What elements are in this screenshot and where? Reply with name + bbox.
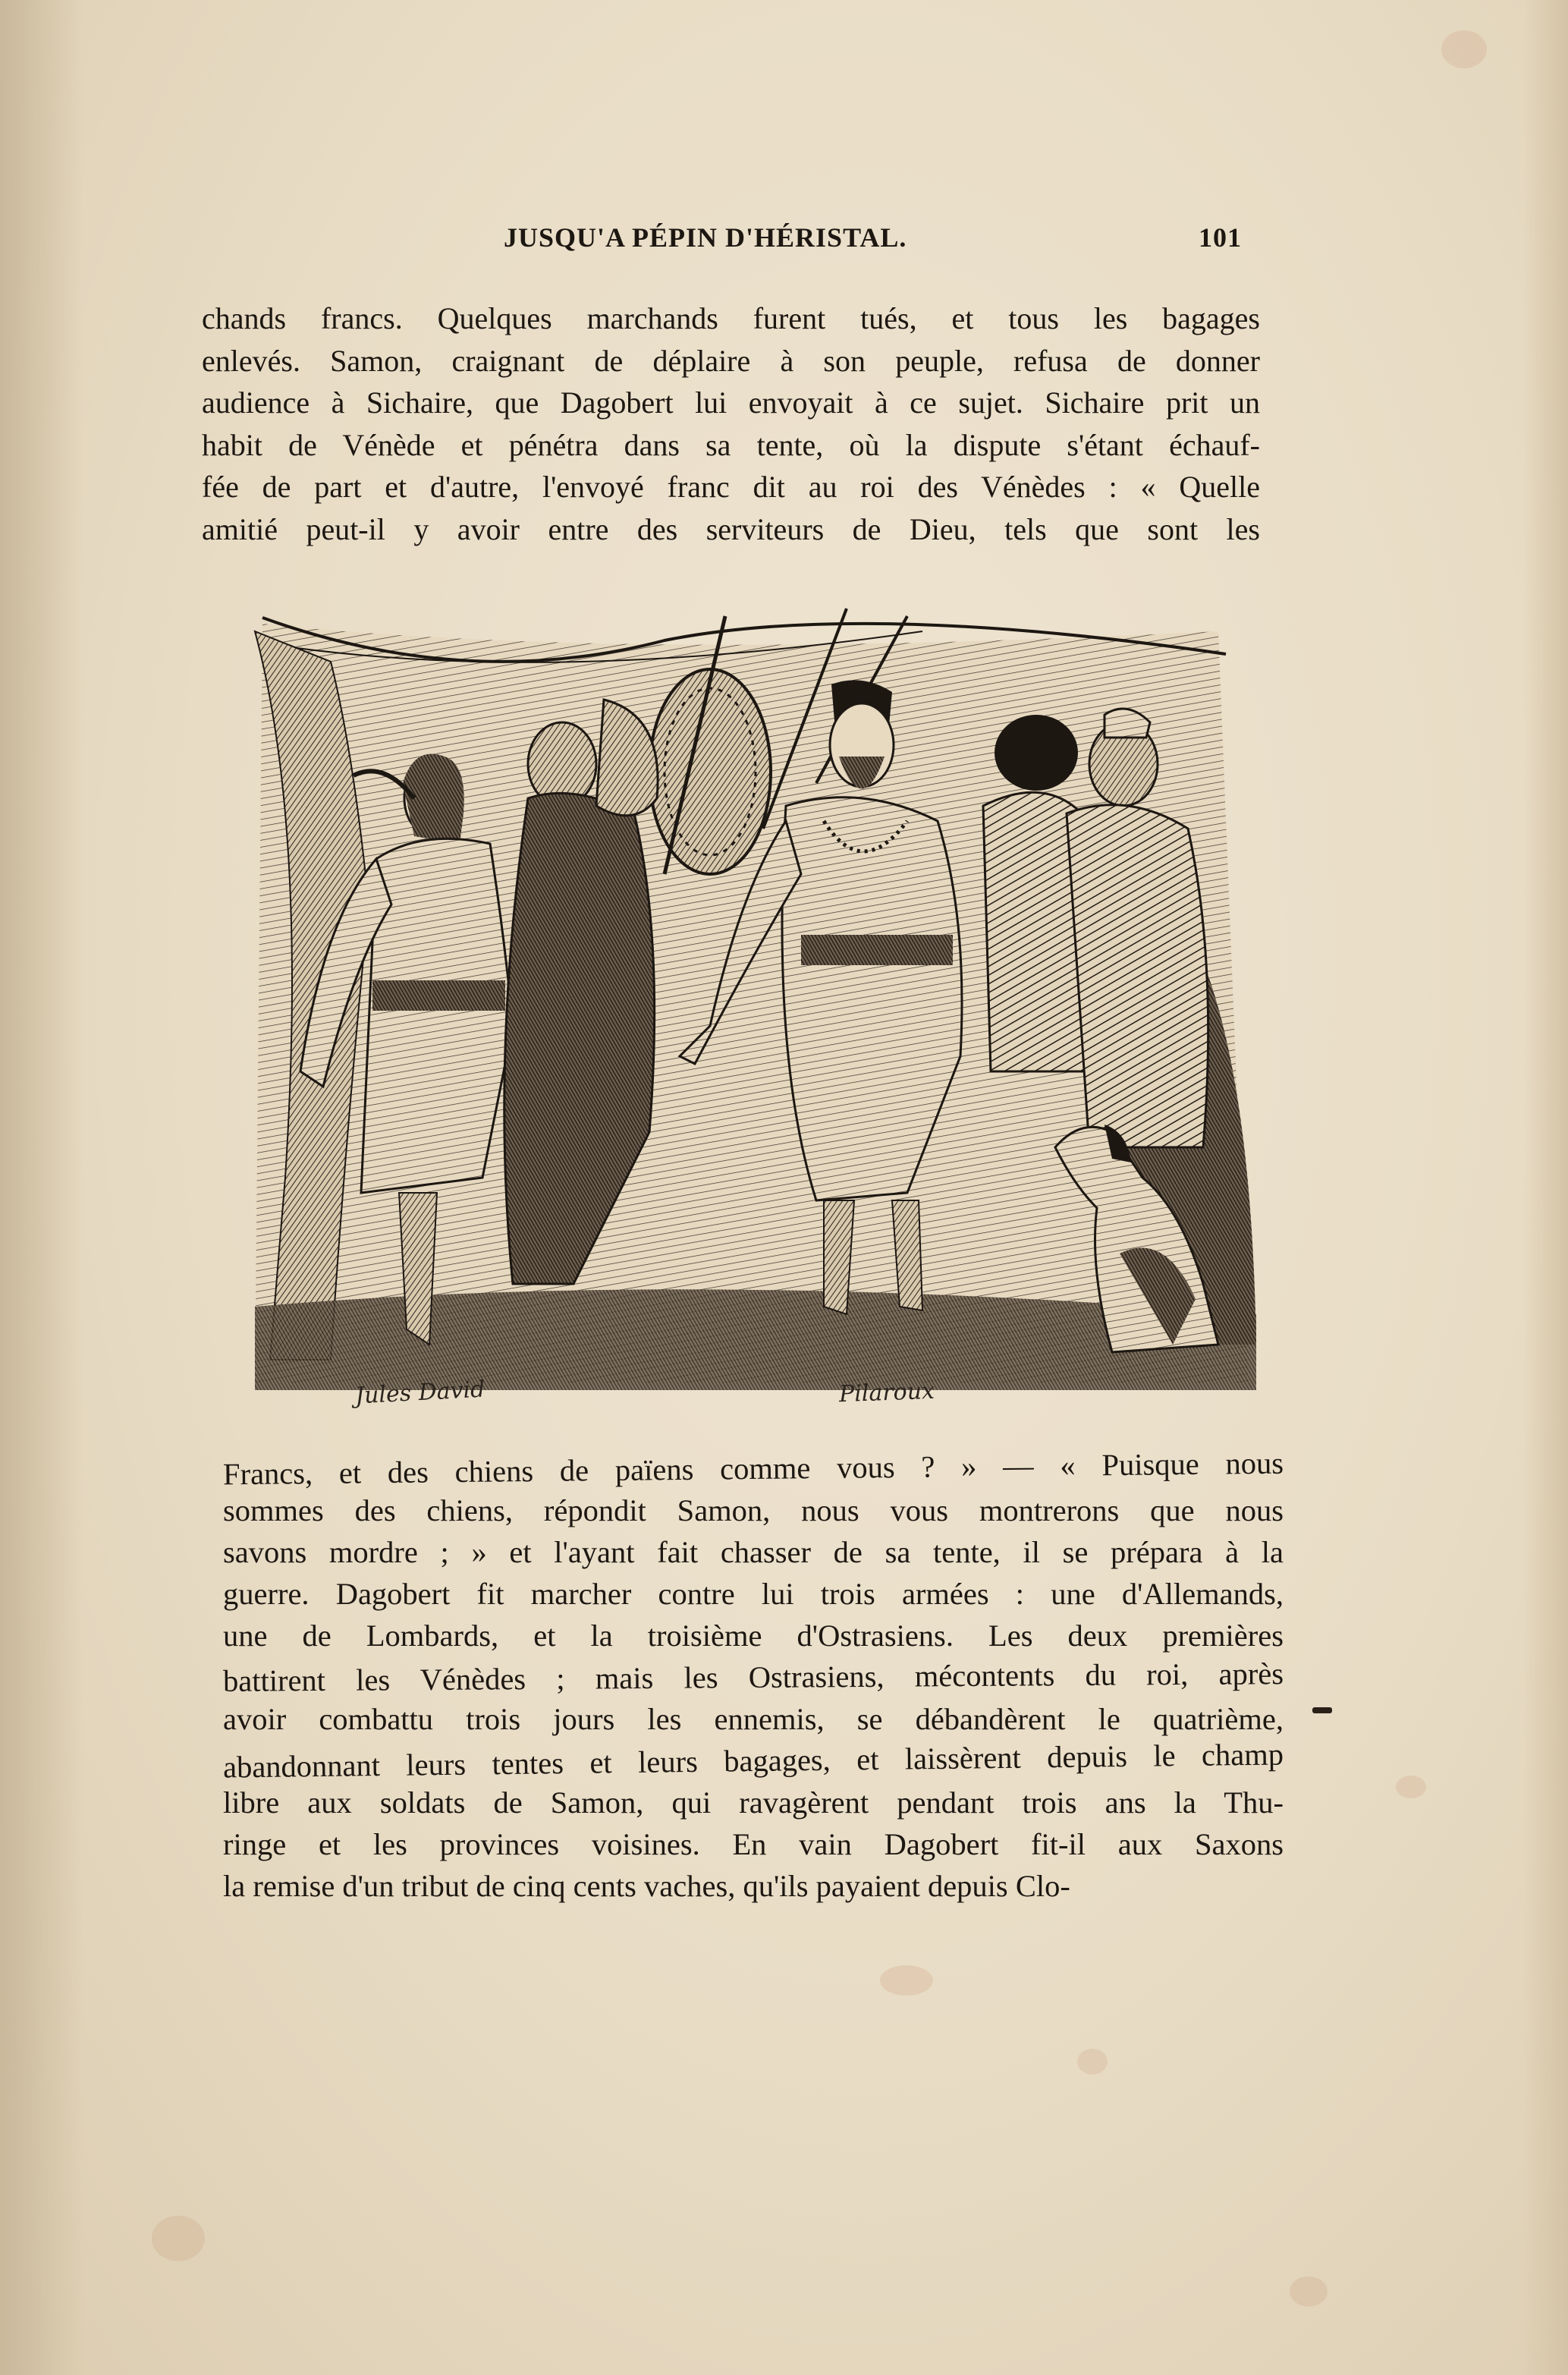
text-line: Francs, et des chiens de païens comme vous ? » — « Puisque nous (222, 1445, 1284, 1492)
running-title: JUSQU'A PÉPIN D'HÉRISTAL. (504, 222, 907, 253)
tent-scene (255, 609, 1256, 1390)
paragraph-bottom (222, 1445, 1284, 1907)
text-line: ringe et les provinces voisines. En vain Dagobert fit-il aux Saxons (223, 1827, 1284, 1861)
paper-stain (1396, 1776, 1426, 1798)
text-line: fée de part et d'autre, l'envoyé franc dit au roi des Vénèdes : « Quelle (202, 470, 1260, 504)
text-line: chands francs. Quelques marchands furent tués, et tous les bagages (202, 301, 1260, 335)
text-line: enlevés. Samon, craignant de déplaire à son peuple, refusa de donner (202, 343, 1260, 378)
paragraph-top (202, 297, 1260, 550)
text-line: la remise d'un tribut de cinq cents vaches, qu'ils payaient depuis Clo- (223, 1869, 1070, 1903)
engraving-illustration (240, 601, 1268, 1409)
text-line: abandonnant leurs tentes et leurs bagages, et laissèrent depuis le champ (222, 1737, 1284, 1785)
margin-mark (1312, 1707, 1332, 1713)
artist-signature: Jules David (354, 1376, 486, 1410)
text-line: avoir combattu trois jours les ennemis, se débandèrent le quatrième, (223, 1702, 1284, 1736)
paper-stain (880, 1965, 933, 1996)
text-line: savons mordre ; » et l'ayant fait chasser de sa tente, il se prépara à la (223, 1535, 1284, 1569)
paper-stain (1077, 2049, 1108, 2075)
text-line: habit de Vénède et pénétra dans sa tente, où la dispute s'étant échauf- (202, 427, 1260, 462)
engraver-signature: Pilaroux (838, 1377, 935, 1408)
paper-stain (1290, 2276, 1328, 2307)
paper-stain (152, 2216, 205, 2261)
text-line: guerre. Dagobert fit marcher contre lui trois armées : une d'Allemands, (223, 1577, 1284, 1611)
paper-stain (1441, 30, 1487, 68)
text-line: libre aux soldats de Samon, qui ravagèrent pendant trois ans la Thu- (223, 1785, 1284, 1820)
text-line: amitié peut-il y avoir entre des serviteurs de Dieu, tels que sont les (202, 511, 1260, 546)
text-line: audience à Sichaire, que Dagobert lui envoyait à ce sujet. Sichaire prit un (202, 385, 1260, 420)
page-number: 101 (1199, 222, 1242, 253)
text-line: battirent les Vénèdes ; mais les Ostrasiens, mécontents du roi, après (222, 1656, 1284, 1698)
text-line: une de Lombards, et la troisième d'Ostrasiens. Les deux premières (223, 1618, 1284, 1653)
text-line: sommes des chiens, répondit Samon, nous vous montrerons que nous (223, 1493, 1284, 1527)
